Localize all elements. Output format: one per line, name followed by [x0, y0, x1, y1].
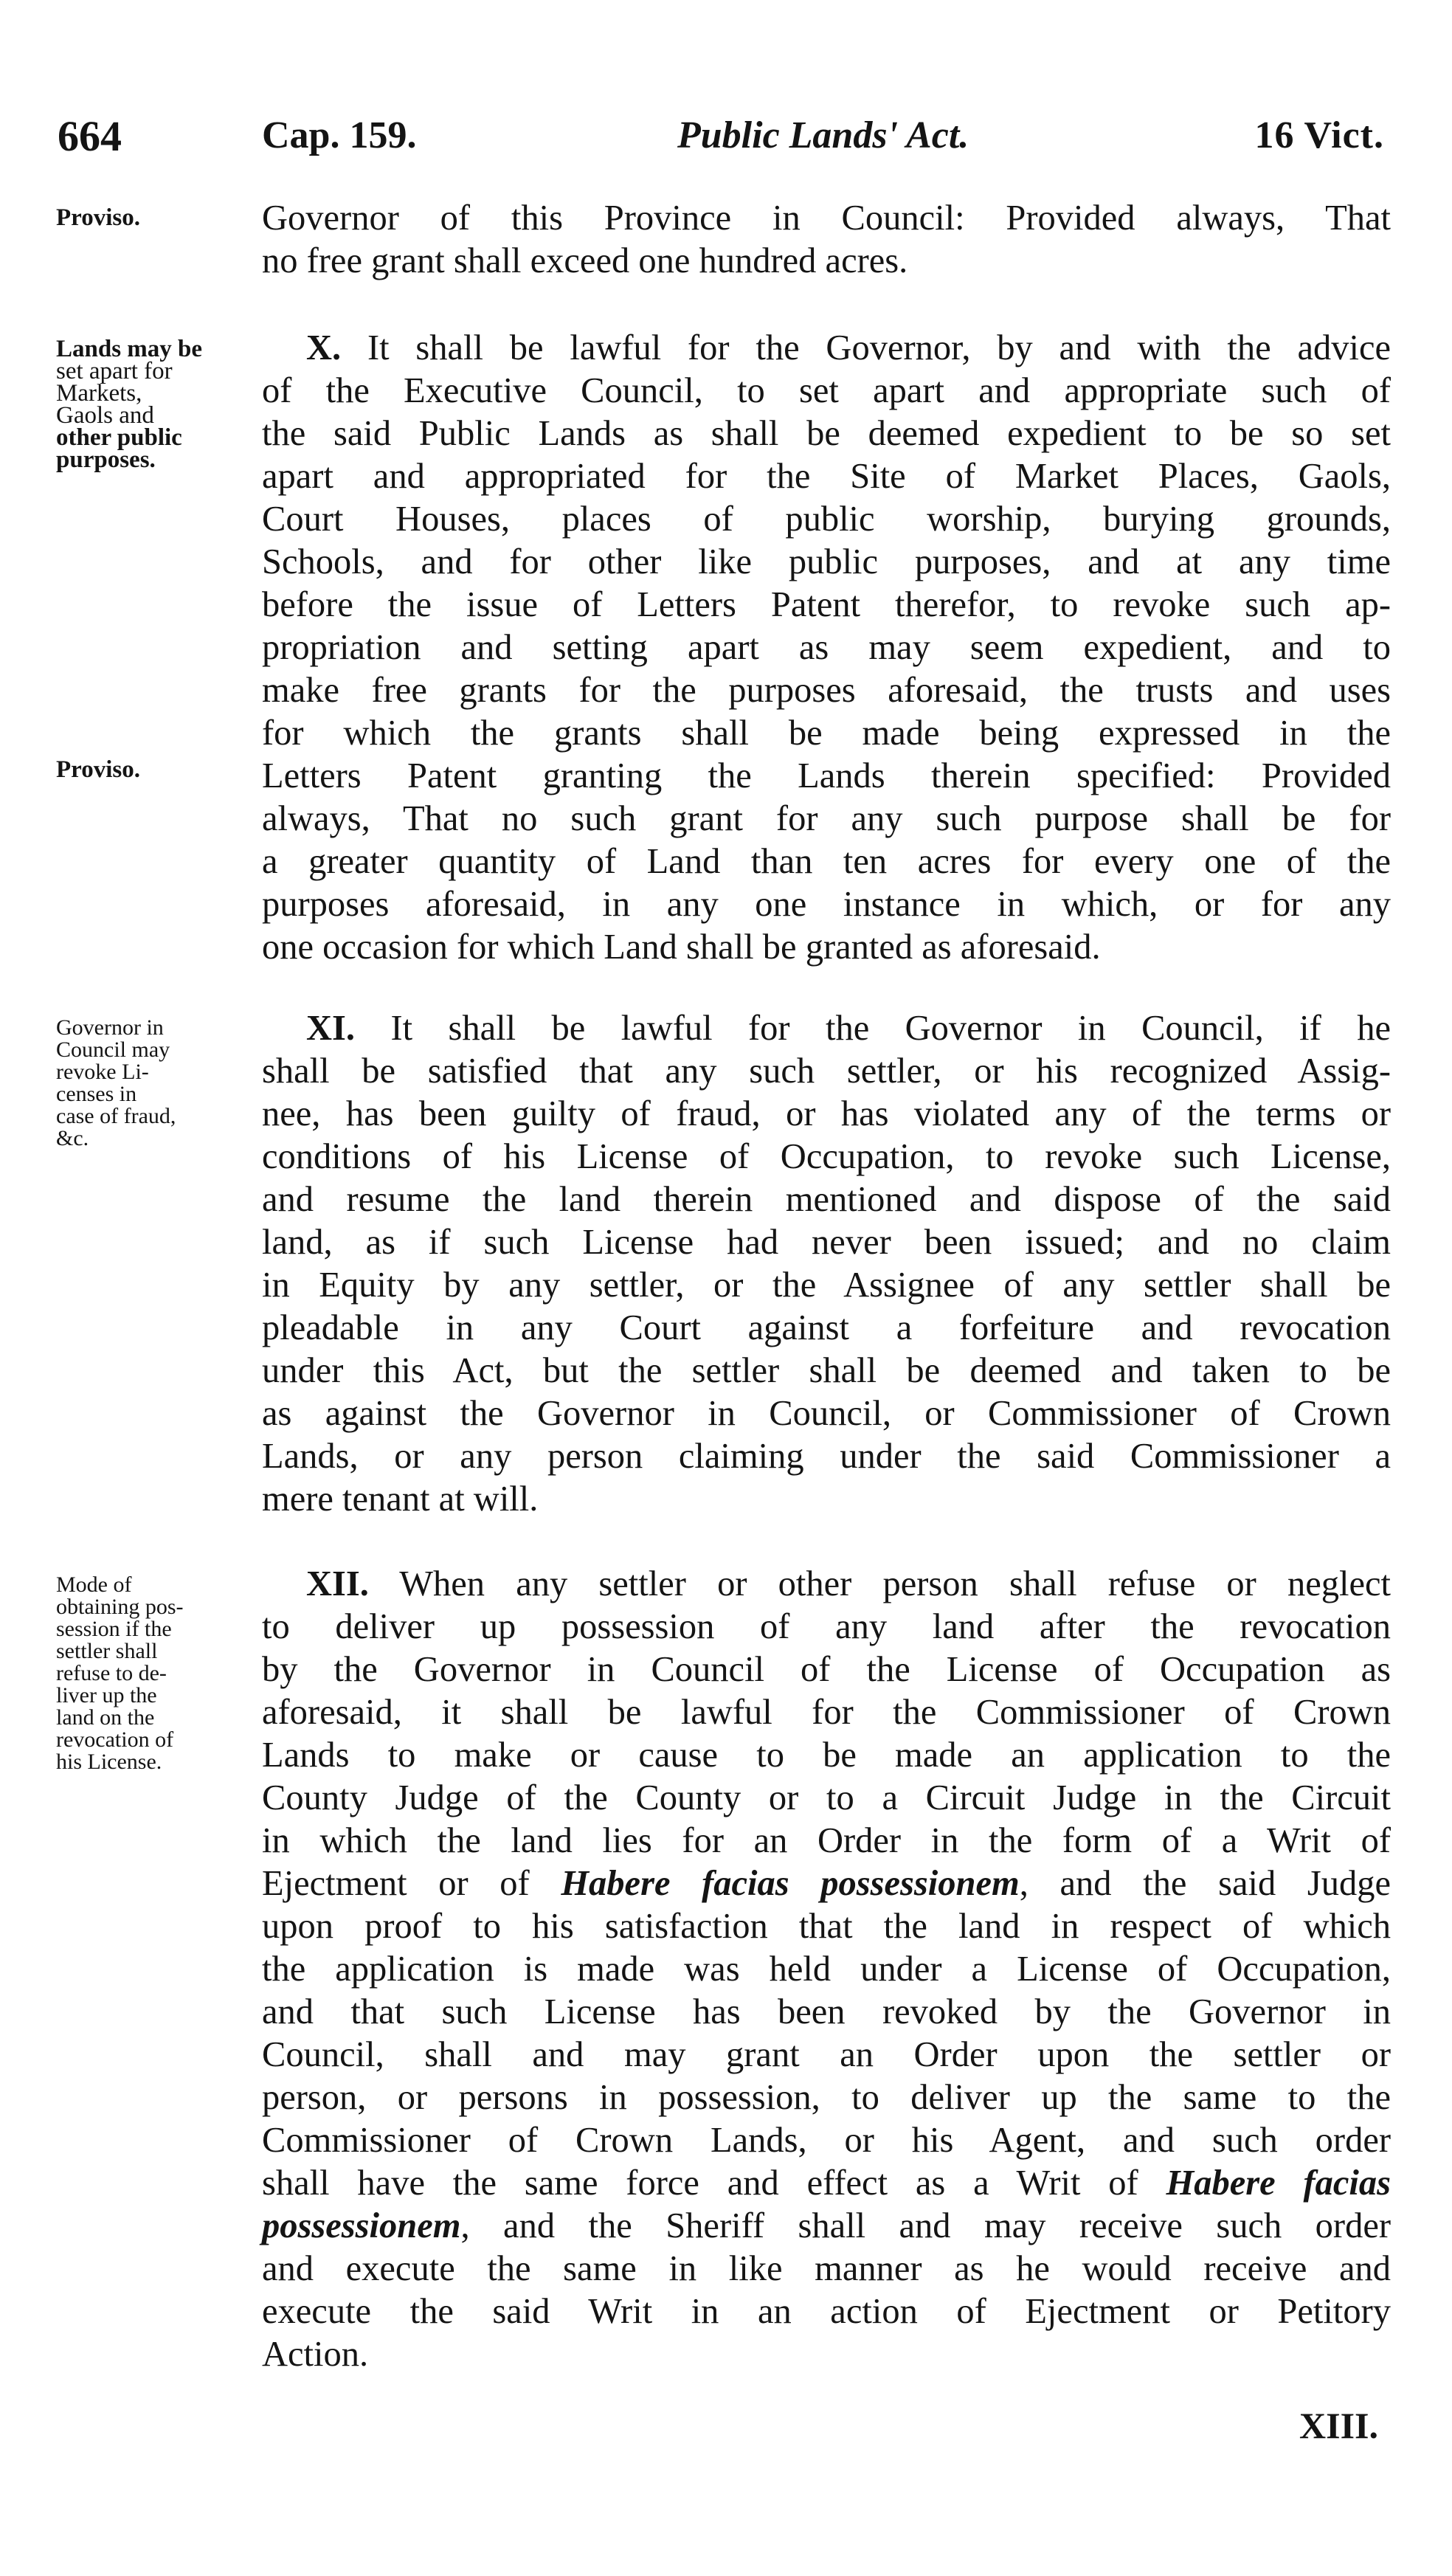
note-line: Governor in: [56, 1015, 164, 1040]
text-line: Council, shall and may grant an Order upon the settler or: [262, 2035, 1391, 2074]
section-number: XII.: [306, 1564, 369, 1603]
text-line: nee, has been guilty of fraud, or has violated any of the terms or: [262, 1094, 1391, 1133]
text-line: shall be satisfied that any such settler, or his recognized Assig-: [262, 1052, 1391, 1091]
note-line: revocation of: [56, 1727, 174, 1752]
note-line: &c.: [56, 1126, 89, 1150]
text-line: one occasion for which Land shall be granted as aforesaid.: [262, 928, 1101, 967]
note-line: session if the: [56, 1617, 172, 1641]
note-line: his License.: [56, 1750, 162, 1774]
note-line: Markets,: [56, 380, 142, 407]
text-fragment: , and the Sheriff shall and may receive such order: [460, 2206, 1391, 2245]
section-xi: [262, 1007, 1391, 1521]
text-line: the application is made was held under a License of Occupation,: [262, 1950, 1391, 1989]
text-line: [262, 1563, 1391, 1606]
note-line: settler shall: [56, 1639, 158, 1663]
text-line: and execute the same in like manner as he would receive and: [262, 2249, 1391, 2288]
text-line: the said Public Lands as shall be deemed expedient to be so set: [262, 414, 1391, 453]
text-fragment: When any settler or other person shall refuse or neglect: [399, 1564, 1392, 1603]
note-line: obtaining pos-: [56, 1595, 184, 1619]
note-line: purposes.: [56, 446, 156, 473]
text-fragment: , and the said Judge: [1019, 1864, 1391, 1903]
catchword: XIII.: [1299, 2405, 1378, 2446]
section-xii: [262, 1563, 1391, 2376]
section-number: XI.: [306, 1009, 356, 1048]
text-line: County Judge of the County or to a Circuit Judge in the Circuit: [262, 1778, 1391, 1817]
text-line: conditions of his License of Occupation, to revoke such License,: [262, 1137, 1391, 1176]
margin-note-proviso-2: Proviso.: [56, 756, 140, 783]
text-line: Lands, or any person claiming under the said Commissioner a: [262, 1437, 1391, 1476]
text-line: Court Houses, places of public worship, burying grounds,: [262, 500, 1391, 539]
margin-note-proviso-1: Proviso.: [56, 204, 140, 231]
page-number: 664: [58, 112, 122, 160]
text-line: for which the grants shall be made being expressed in the: [262, 714, 1391, 753]
text-line: in Equity by any settler, or the Assignee of any settler shall be: [262, 1265, 1391, 1305]
text-line: execute the said Writ in an action of Ejectment or Petitory: [262, 2292, 1391, 2331]
chapter-label: Cap. 159.: [262, 114, 417, 156]
text-line: pleadable in any Court against a forfeiture and revocation: [262, 1308, 1391, 1347]
text-fragment: It shall be lawful for the Governor in Council, if he: [390, 1009, 1392, 1048]
margin-note-mode-of-possession: [56, 1574, 255, 1773]
text-fragment: Ejectment or of: [262, 1864, 561, 1903]
text-line: always, That no such grant for any such purpose shall be for: [262, 799, 1391, 838]
text-line: as against the Governor in Council, or Commissioner of Crown: [262, 1394, 1391, 1433]
text-line: [262, 2205, 1391, 2248]
text-line: propriation and setting apart as may seem expedient, and to: [262, 628, 1391, 667]
text-line: upon proof to his satisfaction that the land in respect of which: [262, 1907, 1391, 1946]
text-line: [262, 1862, 1391, 1905]
text-line: to deliver up possession of any land after the revocation: [262, 1607, 1391, 1646]
note-line: revoke Li-: [56, 1060, 149, 1084]
note-line: refuse to de-: [56, 1661, 167, 1685]
text-line: Action.: [262, 2335, 369, 2374]
text-line: [262, 327, 1391, 370]
section-x: [262, 327, 1391, 969]
note-line: other public: [56, 424, 182, 451]
margin-note-lands-set-apart: [56, 338, 255, 471]
note-line: case of fraud,: [56, 1104, 176, 1128]
text-line: purposes aforesaid, in any one instance in which, or for any: [262, 885, 1391, 924]
text-line: aforesaid, it shall be lawful for the Commissioner of Crown: [262, 1693, 1391, 1732]
writ-name: possessionem: [262, 2206, 461, 2245]
text-line: person, or persons in possession, to deliver up the same to the: [262, 2078, 1391, 2117]
text-line: before the issue of Letters Patent therefor, to revoke such ap-: [262, 585, 1391, 624]
text-line: of the Executive Council, to set apart and appropriate such of: [262, 371, 1391, 410]
text-line: Letters Patent granting the Lands therein specified: Provided: [262, 756, 1391, 795]
continuation-paragraph: [262, 197, 1391, 283]
text-line: in which the land lies for an Order in the form of a Writ of: [262, 1821, 1391, 1860]
text-line: and resume the land therein mentioned and dispose of the said: [262, 1180, 1391, 1219]
writ-name: Habere facias possessionem: [561, 1864, 1020, 1903]
regnal-year: 16 Vict.: [1254, 114, 1384, 156]
text-line: apart and appropriated for the Site of Market Places, Gaols,: [262, 457, 1391, 496]
text-line: Commissioner of Crown Lands, or his Agent, and such order: [262, 2121, 1391, 2160]
text-line: land, as if such License had never been issued; and no claim: [262, 1223, 1391, 1262]
note-line: land on the: [56, 1705, 155, 1730]
text-line: [262, 2162, 1391, 2205]
text-line: Schools, and for other like public purposes, and at any time: [262, 542, 1391, 581]
text-line: no free grant shall exceed one hundred acres.: [262, 241, 908, 280]
text-line: Governor of this Province in Council: Provided always, That: [262, 198, 1391, 238]
text-fragment: It shall be lawful for the Governor, by and with the advice: [367, 328, 1391, 367]
running-title: Public Lands' Act.: [677, 114, 969, 156]
text-line: Lands to make or cause to be made an application to the: [262, 1736, 1391, 1775]
text-line: a greater quantity of Land than ten acres for every one of the: [262, 842, 1391, 881]
note-line: Mode of: [56, 1572, 132, 1597]
note-line: Gaols and: [56, 402, 154, 429]
text-line: under this Act, but the settler shall be deemed and taken to be: [262, 1351, 1391, 1390]
text-line: [262, 1007, 1391, 1050]
margin-note-revoke-licenses: [56, 1017, 255, 1150]
note-line: censes in: [56, 1082, 137, 1106]
section-number: X.: [306, 328, 342, 367]
writ-name: Habere facias: [1166, 2164, 1391, 2203]
note-line: liver up the: [56, 1683, 157, 1707]
text-line: mere tenant at will.: [262, 1479, 539, 1519]
note-line: Council may: [56, 1037, 170, 1062]
note-line: set apart for: [56, 358, 173, 384]
text-line: and that such License has been revoked by the Governor in: [262, 1992, 1391, 2031]
text-line: make free grants for the purposes aforesaid, the trusts and uses: [262, 671, 1391, 710]
text-line: by the Governor in Council of the License of Occupation as: [262, 1650, 1391, 1689]
note-line: Lands may be: [56, 336, 203, 362]
text-fragment: shall have the same force and effect as a Writ of: [262, 2164, 1166, 2203]
